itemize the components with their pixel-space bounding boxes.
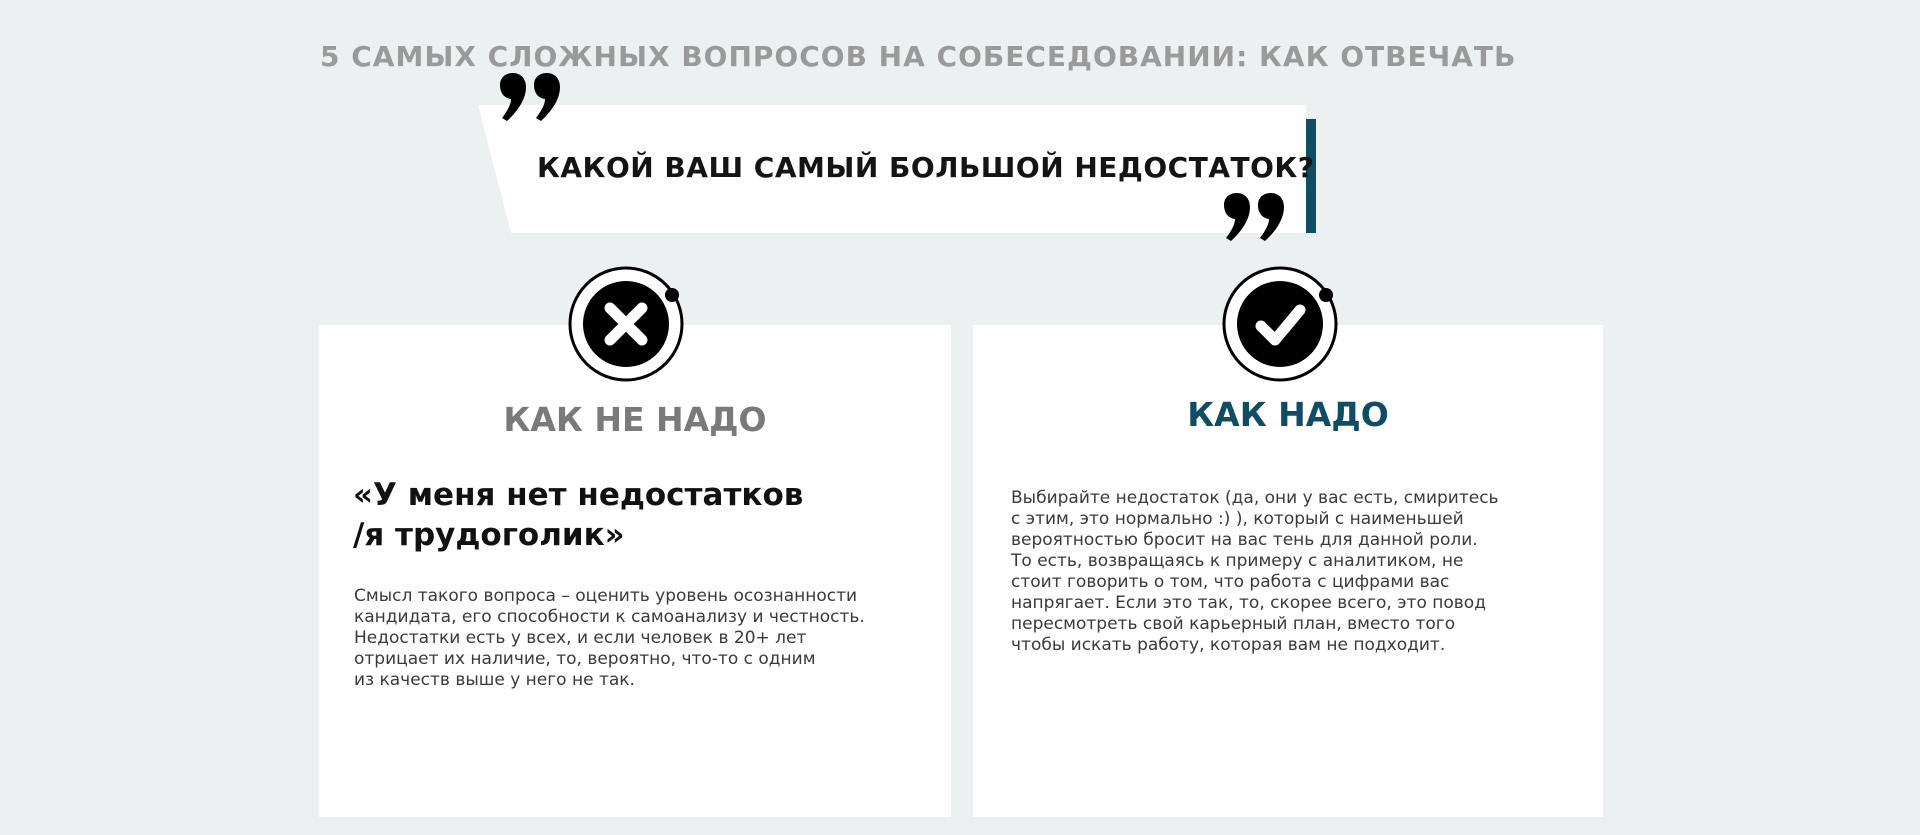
text-line: чтобы искать работу, которая вам не подходит. [1011,635,1446,655]
text-line: Выбирайте недостаток (да, они у вас есть, смиритесь [1011,488,1499,508]
question-banner [470,85,1330,255]
interview-question: КАКОЙ ВАШ САМЫЙ БОЛЬШОЙ НЕДОСТАТОК? [537,151,1315,184]
text-line: кандидата, его способности к самоанализу и честность. [354,607,865,627]
right-heading: КАК НАДО [1187,395,1389,434]
wrong-answer-card [319,325,951,817]
right-explanation [1011,488,1571,656]
text-line: отрицает их наличие, то, вероятно, что-то с одним [354,649,816,669]
wrong-explanation [354,586,934,691]
text-line: Смысл такого вопроса – оценить уровень осознанности [354,586,858,606]
wrong-heading: КАК НЕ НАДО [503,400,767,439]
cross-icon [566,264,686,384]
text-line: вероятностью бросит на вас тень для данной роли. [1011,530,1478,550]
right-answer-card [973,325,1603,817]
page-title: 5 САМЫХ СЛОЖНЫХ ВОПРОСОВ НА СОБЕСЕДОВАНИИ: КАК ОТВЕЧАТЬ [320,40,1517,73]
quote-line: «У меня нет недостатков [353,477,804,513]
wrong-answer-quote [353,475,803,555]
check-icon [1220,264,1340,384]
text-line: Недостатки есть у всех, и если человек в 20+ лет [354,628,807,648]
text-line: стоит говорить о том, что работа с цифрами вас [1011,572,1450,592]
text-line: пересмотреть свой карьерный план, вместо того [1011,614,1456,634]
close-quote-icon [1220,193,1292,251]
quote-line: /я трудоголик» [353,517,625,553]
open-quote-icon [496,73,568,131]
text-line: с этим, это нормально :) ), который с наименьшей [1011,509,1464,529]
text-line: из качеств выше у него не так. [354,670,635,690]
text-line: То есть, возвращаясь к примеру с аналитиком, не [1011,551,1464,571]
text-line: напрягает. Если это так, то, скорее всего, это повод [1011,593,1486,613]
